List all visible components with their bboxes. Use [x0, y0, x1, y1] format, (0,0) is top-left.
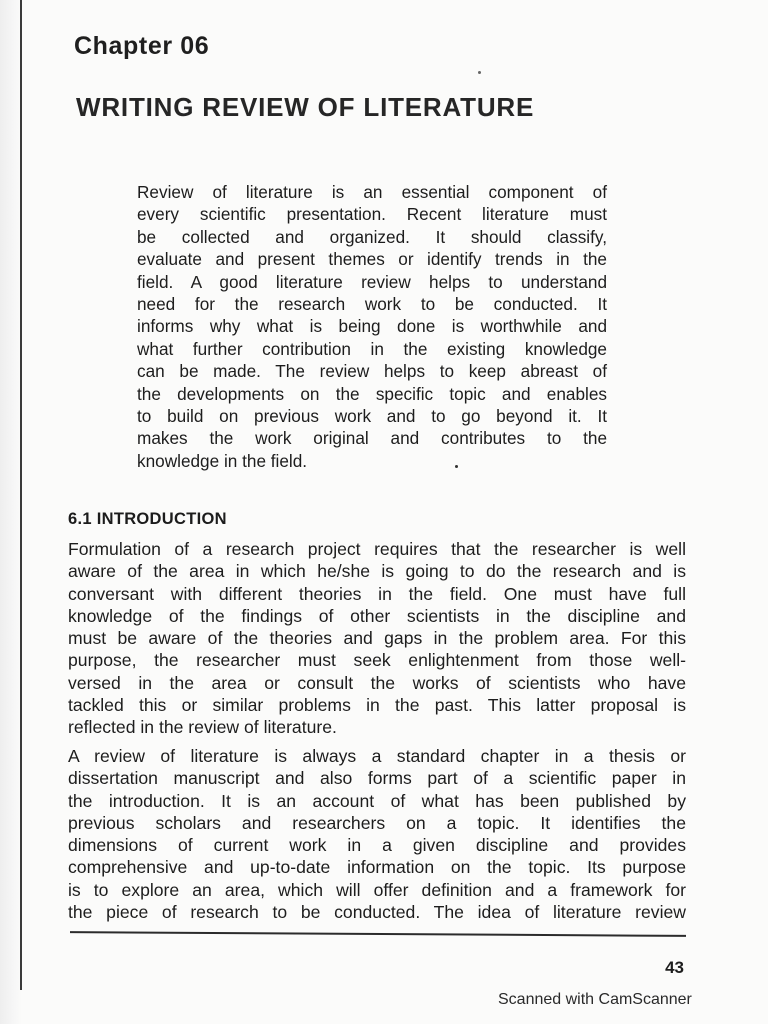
paragraph-line: is to explore an area, which will offer definition and a framework for: [68, 879, 686, 900]
scanner-watermark: Scanned with CamScanner: [498, 991, 692, 1008]
abstract-line: makes the work original and contributes to the: [137, 428, 607, 449]
body-paragraph: [68, 538, 686, 739]
paragraph-line: Formulation of a research project requires that the researcher is well: [68, 539, 686, 559]
paragraph-line: tackled this or similar problems in the past. This latter proposal is: [68, 695, 686, 716]
paragraph-line: knowledge of the findings of other scientists in the discipline and: [68, 605, 686, 626]
body-paragraph: [68, 745, 686, 923]
page-binding-shadow: [0, 0, 22, 1024]
page-number: 43: [665, 958, 684, 977]
paragraph-line: comprehensive and up-to-date information on the topic. Its purpose: [68, 857, 686, 878]
chapter-abstract: [137, 181, 607, 472]
abstract-line: what further contribution in the existing knowledge: [137, 338, 607, 359]
paragraph-line: conversant with different theories in the field. One must have full: [68, 583, 686, 604]
paragraph-line: versed in the area or consult the works of scientists who have: [68, 672, 686, 693]
paragraph-line: must be aware of the theories and gaps in the problem area. For this: [68, 628, 686, 649]
paragraph-line: dimensions of current work in a given discipline and provides: [68, 835, 686, 856]
chapter-number: Chapter 06: [74, 32, 210, 60]
abstract-line: Review of literature is an essential component of: [137, 182, 607, 202]
scan-speck: [455, 465, 458, 468]
abstract-line: field. A good literature review helps to understand: [137, 271, 607, 292]
section-heading: 6.1 INTRODUCTION: [68, 510, 227, 528]
paragraph-line: aware of the area in which he/she is going to do the research and is: [68, 561, 686, 582]
paragraph-line: previous scholars and researchers on a topic. It identifies the: [68, 812, 686, 833]
abstract-line: evaluate and present themes or identify trends in the: [137, 249, 607, 270]
abstract-line: the developments on the specific topic and enables: [137, 383, 607, 404]
abstract-line: be collected and organized. It should classify,: [137, 226, 607, 247]
page-binding-edge-line: [20, 0, 22, 990]
paragraph-line: purpose, the researcher must seek enlightenment from those well-: [68, 650, 686, 671]
footer-rule: [70, 931, 686, 937]
abstract-line: knowledge in the field.: [137, 450, 308, 471]
paragraph-line: the piece of research to be conducted. The idea of literature review: [68, 902, 686, 923]
paragraph-line: dissertation manuscript and also forms part of a scientific paper in: [68, 768, 686, 789]
abstract-line: every scientific presentation. Recent literature must: [137, 204, 607, 225]
abstract-line: can be made. The review helps to keep abreast of: [137, 361, 607, 382]
chapter-title: WRITING REVIEW OF LITERATURE: [76, 92, 535, 122]
paragraph-line: A review of literature is always a standard chapter in a thesis or: [68, 746, 686, 766]
paragraph-line: reflected in the review of literature.: [68, 717, 337, 738]
paragraph-line: the introduction. It is an account of what has been published by: [68, 790, 686, 811]
abstract-line: informs why what is being done is worthwhile and: [137, 316, 607, 337]
abstract-line: need for the research work to be conducted. It: [137, 293, 607, 314]
scan-speck: [478, 71, 481, 74]
abstract-line: to build on previous work and to go beyond it. It: [137, 405, 607, 426]
